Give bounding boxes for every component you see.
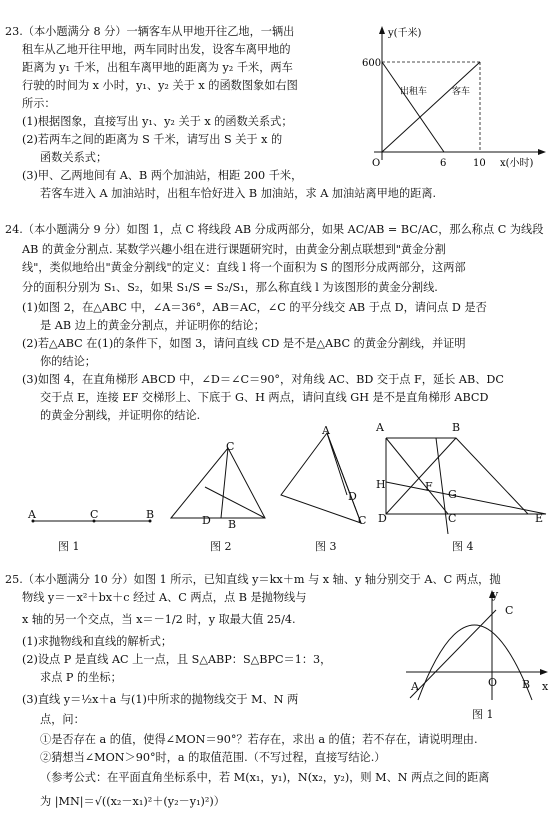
- line-ac: [410, 610, 496, 698]
- bus-line: [382, 62, 480, 152]
- diag-ac: [386, 438, 448, 514]
- q24-line: 的黄金分割线，并证明你的结论.: [40, 409, 201, 422]
- fig4-caption: 图 4: [452, 540, 474, 553]
- y-axis-arrow: [379, 26, 385, 34]
- fig2-caption: 图 2: [210, 540, 232, 553]
- q23-line: 23.（本小题满分 8 分）一辆客车从甲地开往乙地，一辆出: [5, 25, 295, 38]
- taxi-label: 出租车: [400, 87, 428, 97]
- q25-line: ②猜想当∠MON＞90°时，a 的取值范围.（不写过程，直接写结论.）: [40, 751, 386, 764]
- triangle-abc: [171, 448, 265, 518]
- q23-line: 租车从乙地开往甲地，两车同时出发，设客车离甲地的: [22, 43, 291, 56]
- q24-line: 你的结论；: [40, 355, 96, 368]
- y-tick-600: 600: [362, 58, 382, 69]
- q25-line: 点，问：: [40, 713, 85, 726]
- q25-line: (2)设点 P 是直线 AC 上一点，且 S△ABP：S△BPC＝1：3，: [22, 653, 332, 666]
- fig3-caption: 图 3: [315, 540, 337, 553]
- q24-fig2: [165, 440, 275, 530]
- q23-line: (2)若两车之间的距离为 S 千米，请写出 S 关于 x 的: [22, 133, 283, 146]
- bisector-cd: [221, 448, 228, 518]
- line-gh: [436, 438, 448, 534]
- q25-line: (3)直线 y＝½x＋a 与(1)中所求的抛物线交于 M、N 两: [22, 693, 299, 706]
- q23-line: (1)根据图象，直接写出 y₁、y₂ 关于 x 的函数关系式；: [22, 115, 293, 128]
- q25-line: （参考公式：在平面直角坐标系中，若 M(x₁，y₁)，N(x₂，y₂)，则 M、N 两点之间的距离: [40, 771, 490, 784]
- q23-line: (3)甲、乙两地间有 A、B 两个加油站，相距 200 千米，: [22, 169, 303, 182]
- x-tick-6: 6: [440, 158, 447, 169]
- q25-line: 物线 y＝－x²＋bx＋c 经过 A、C 两点，点 B 是抛物线与: [22, 591, 307, 604]
- q24-line: (3)如图 4，在直角梯形 ABCD 中，∠D＝∠C＝90°，对角线 AC、BD 交于点 F，延长 AB、DC: [22, 373, 504, 386]
- q23-line: 函数关系式；: [40, 151, 108, 164]
- q25-line: (1)求抛物线和直线的解析式；: [22, 635, 173, 648]
- q24-line: (1)如图 2，在△ABC 中，∠A＝36°，AB＝AC，∠C 的平分线交 AB 于点 D，请问点 D 是否: [22, 301, 487, 314]
- fig1-caption: 图 1: [58, 540, 80, 553]
- q24-line: 线"，类似地给出"黄金分割线"的定义：直线 l 将一个面积为 S 的图形分成两部分，这两部: [22, 261, 466, 274]
- q23-line: 所示：: [22, 97, 56, 110]
- q24-line: 交于点 E，连接 EF 交梯形上、下底于 G、H 两点，请问直线 GH 是不是直角梯形 ABCD: [40, 391, 489, 404]
- q25-fig-caption: 图 1: [472, 708, 494, 721]
- origin-label: O: [372, 158, 381, 169]
- q24-line: 是 AB 边上的黄金分割点，并证明你的结论；: [40, 319, 265, 332]
- q24-line: (2)若△ABC 在(1)的条件下，如图 3，请问直线 CD 是不是△ABC 的黄金分割线，并证明: [22, 337, 466, 350]
- y-axis-label: y(千米): [388, 28, 422, 39]
- trapezoid: [386, 438, 528, 514]
- q25-line: 25.（本小题满分 10 分）如图 1 所示，已知直线 y＝kx＋m 与 x 轴、y 轴分别交于 A、C 两点，抛: [5, 573, 501, 586]
- q23-line: 距离为 y₁ 千米，出租车离甲地的距离为 y₂ 千米，两车: [22, 61, 293, 74]
- triangle-abc-3: [281, 433, 361, 523]
- x-tick-10: 10: [473, 158, 486, 169]
- taxi-line: [382, 62, 444, 152]
- q23-line: 若客车进入 A 加油站时，出租车恰好进入 B 加油站，求 A 加油站离甲地的距离.: [40, 187, 437, 200]
- x-axis-arrow: [538, 149, 546, 155]
- q24-line: 分的面积分别为 S₁、S₂，如果 S₁/S = S₂/S₁，那么称直线 l 为该图形的黄金分割线.: [22, 281, 438, 294]
- q23-graph: [360, 20, 550, 170]
- q25-line: 求点 P 的坐标；: [40, 671, 122, 684]
- q24-fig4: [378, 430, 548, 540]
- line-ef: [386, 482, 546, 514]
- q25-line: 为 |MN|＝√((x₂－x₁)²＋(y₂－y₁)²)）: [40, 795, 225, 808]
- parabola: [418, 625, 532, 700]
- q24-line: AB 的黄金分割点. 某数学兴趣小组在进行课题研究时，由黄金分割点联想到"黄金分割: [22, 243, 446, 256]
- x-axis-label: x(小时): [500, 158, 534, 169]
- q24-line: 24.（本小题满分 9 分）如图 1，点 C 将线段 AB 分成两部分，如果 AC/AB = BC/AC，那么称点 C 为线段: [5, 223, 544, 236]
- diag-bd: [386, 438, 456, 514]
- q25-line: x 轴的另一个交点，当 x＝－1/2 时，y 取最大值 25/4.: [22, 613, 296, 626]
- bus-label: 客车: [452, 87, 471, 97]
- q25-line: ①是否存在 a 的值，使得∠MON＝90°？若存在，求出 a 的值；若不存在，请说明理由.: [40, 733, 478, 746]
- q23-line: 行驶的时间为 x 小时，y₁、y₂ 关于 x 的函数图象如右图: [22, 79, 298, 92]
